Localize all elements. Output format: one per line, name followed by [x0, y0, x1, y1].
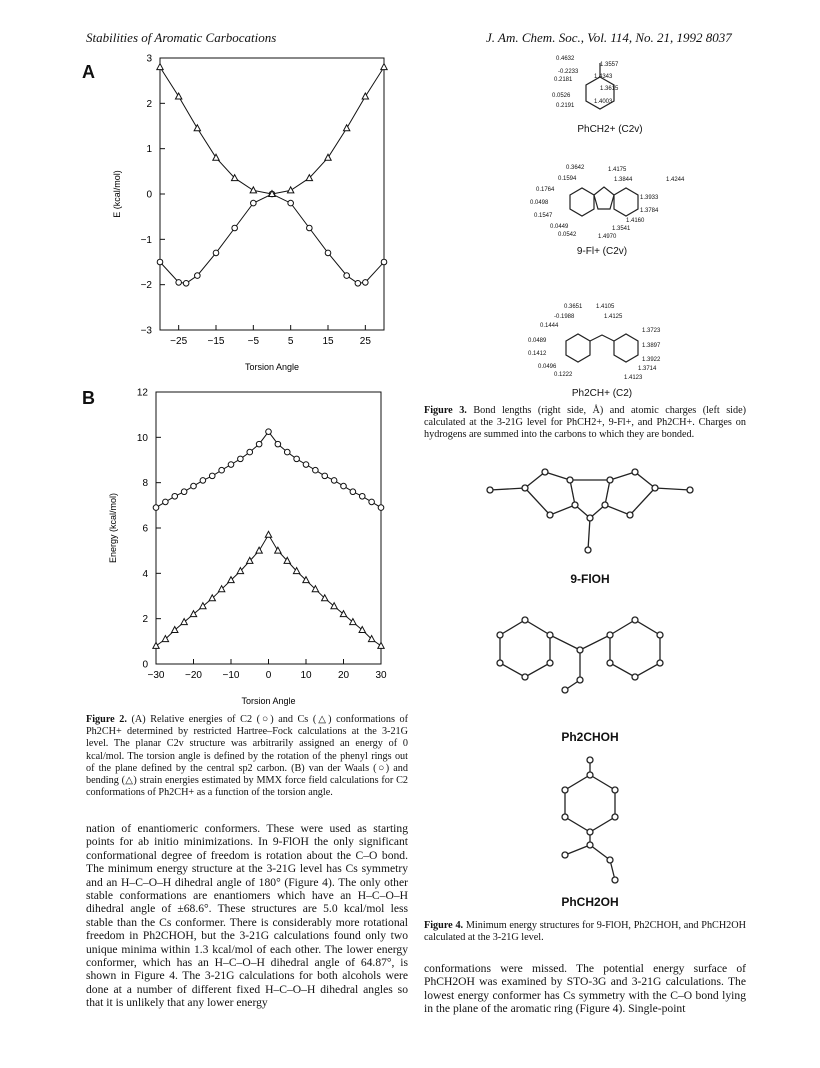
data-point-circle: [355, 281, 361, 287]
data-point-circle: [369, 499, 375, 505]
figure2-caption-text: (A) Relative energies of C2 (○) and Cs (△) conformations of Ph2CH+ determined by restricted Hartree–Fock calculations at the 3-21G level. The planar C2v structure was arbitrarily assigned an energy of 0 kcal/mol. The torsion angle is defined by the rotation of the phenyl rings out of the plane defined by the central sp2 carbon. (B) van der Waals (○) and bending (△) strain energies estimated by MMX force field calculations for C2 conformations of Ph2CH+ as a function of the torsion angle.: [86, 714, 409, 799]
fl-charge-7: 0.0542: [558, 232, 577, 238]
data-point-circle: [378, 505, 384, 511]
y-tick-label: 1: [146, 144, 152, 156]
ph2ch-bond-7: 1.4123: [624, 375, 643, 381]
data-point-circle: [200, 478, 206, 484]
fl-label: 9-Fl+ (C2v): [576, 246, 628, 257]
figure3-caption-label: Figure 3.: [424, 405, 467, 416]
phch2-bond-2: 1.4343: [594, 74, 613, 80]
data-point-triangle: [378, 642, 384, 648]
data-point-circle: [153, 505, 159, 511]
figure4-caption: [424, 920, 746, 944]
y-tick-label: 4: [142, 568, 148, 580]
data-point-circle: [176, 280, 182, 286]
fl-bond-4: 1.3933: [640, 195, 659, 201]
series-line-circle: [156, 432, 381, 508]
data-point-triangle: [172, 627, 178, 633]
ph2ch-charge-7: 0.1222: [554, 372, 573, 378]
data-point-triangle: [362, 93, 368, 99]
molecule-label-ph2chOH: Ph2CHOH: [561, 730, 619, 744]
data-point-circle: [322, 473, 328, 479]
data-point-triangle: [190, 611, 196, 617]
fl-bond-8: 1.4970: [598, 234, 617, 240]
y-tick-label: 2: [146, 98, 152, 110]
data-point-circle: [181, 489, 187, 495]
panel-label-b: B: [82, 388, 95, 408]
molecule-label-phch2oh: PhCH2OH: [561, 895, 619, 909]
y-tick-label: 2: [142, 614, 148, 626]
x-axis-label: Torsion Angle: [241, 696, 296, 706]
data-point-circle: [228, 462, 234, 468]
phch2-bond-1: 1.3557: [600, 62, 619, 68]
series-line-triangle: [160, 67, 384, 194]
fl-charge-5: 0.1547: [534, 213, 553, 219]
data-point-circle: [251, 200, 257, 206]
fl-bond-1: 1.4175: [608, 167, 627, 173]
fl-bond-6: 1.4160: [626, 218, 645, 224]
data-point-circle: [213, 250, 219, 256]
data-point-circle: [288, 200, 294, 206]
x-tick-label: 5: [287, 336, 294, 347]
running-header-right: J. Am. Chem. Soc., Vol. 114, No. 21, 1992 8037: [486, 30, 732, 45]
data-point-circle: [183, 281, 189, 287]
phch2-charge-3: 0.2181: [554, 77, 573, 83]
phch2-label: PhCH2+ (C2v): [577, 124, 643, 135]
fl-bond-2: 1.3844: [614, 177, 633, 183]
phch2-charge-1: 0.4632: [556, 56, 575, 62]
data-point-triangle: [200, 603, 206, 609]
body-text-right: conformations were missed. The potential energy surface of PhCH2OH was examined by STO-3G and 3-21G calculations. The lowest energy conformer has Cs symmetry with the C–O bond lying in the plane of the aromatic ring (Figure 4). Single-point: [424, 962, 746, 1016]
molecule-phch2oh: [510, 755, 670, 885]
data-point-triangle: [194, 125, 200, 131]
ph2ch-charge-2: -0.1988: [554, 314, 575, 320]
data-point-triangle: [331, 603, 337, 609]
ph2ch-bond-5: 1.3922: [642, 357, 661, 363]
y-tick-label: −2: [140, 280, 152, 292]
data-point-triangle: [157, 64, 163, 70]
data-point-triangle: [287, 187, 293, 193]
fl-charge-3: 0.1764: [536, 187, 555, 193]
data-point-triangle: [175, 93, 181, 99]
ph2ch-bond-3: 1.3723: [642, 328, 661, 334]
x-tick-label: −25: [170, 336, 188, 347]
ph2ch-bond-2: 1.4125: [604, 314, 623, 320]
series-line-triangle: [156, 535, 381, 646]
figure3-caption: [424, 405, 746, 442]
figure4-caption-label: Figure 4.: [424, 920, 464, 931]
y-axis-label: E (kcal/mol): [112, 170, 122, 218]
x-tick-label: 30: [375, 670, 387, 681]
data-point-circle: [195, 273, 201, 279]
data-point-circle: [350, 489, 356, 495]
data-point-circle: [331, 478, 337, 484]
data-point-triangle: [343, 125, 349, 131]
data-point-circle: [232, 225, 238, 231]
data-point-circle: [294, 456, 300, 462]
data-point-triangle: [256, 547, 262, 553]
y-tick-label: 0: [142, 659, 148, 671]
y-axis-label: Energy (kcal/mol): [108, 492, 118, 564]
x-tick-label: 20: [337, 670, 350, 681]
data-point-circle: [275, 441, 281, 447]
ph2ch-charge-4: 0.0489: [528, 338, 547, 344]
chart-b: [80, 378, 420, 710]
data-point-triangle: [275, 547, 281, 553]
phch2-charge-2: -0.2233: [558, 69, 579, 75]
data-point-circle: [157, 259, 163, 265]
phch2-bond-4: 1.4003: [594, 99, 613, 105]
y-tick-label: 8: [142, 478, 148, 490]
data-point-circle: [344, 273, 350, 279]
data-point-triangle: [340, 611, 346, 617]
ph2ch-charge-3: 0.1444: [540, 323, 559, 329]
y-tick-label: 12: [136, 387, 148, 399]
data-point-circle: [256, 441, 262, 447]
data-point-circle: [238, 456, 244, 462]
fl-charge-2: 0.1594: [558, 176, 577, 182]
data-point-triangle: [213, 154, 219, 160]
ph2ch-bond-6: 1.3714: [638, 366, 657, 372]
fl-charge-6: 0.0449: [550, 224, 569, 230]
data-point-circle: [172, 493, 178, 499]
molecule-label-9-floh: 9-FlOH: [570, 572, 610, 586]
ph2ch-bond-1: 1.4105: [596, 304, 615, 310]
x-tick-label: −30: [147, 670, 165, 681]
ph2ch-label: Ph2CH+ (C2): [571, 388, 633, 399]
x-tick-label: 25: [359, 336, 371, 347]
x-tick-label: −20: [185, 670, 202, 681]
data-point-circle: [303, 462, 309, 468]
data-point-triangle: [325, 154, 331, 160]
figure4-caption-text: Minimum energy structures for 9-FlOH, Ph2CHOH, and PhCH2OH calculated at the 3-21G level.: [424, 920, 746, 944]
data-point-circle: [313, 467, 319, 473]
x-axis-label: Torsion Angle: [244, 362, 300, 372]
data-point-triangle: [153, 642, 159, 648]
data-point-circle: [284, 449, 290, 455]
data-point-triangle: [381, 64, 387, 70]
x-tick-label: −15: [207, 336, 225, 347]
data-point-circle: [359, 493, 365, 499]
x-tick-label: −10: [222, 670, 240, 681]
chart-a: [80, 48, 420, 383]
molecule-9-floh: [470, 450, 710, 570]
data-point-circle: [191, 483, 197, 489]
molecule-ph2chOH: [470, 595, 710, 715]
x-tick-label: −5: [247, 336, 260, 347]
figure3-caption-text: Bond lengths (right side, Å) and atomic charges (left side) calculated at the 3-21G level for PhCH2+, 9-Fl+, and Ph2CH+. Charges on hydrogens are summed into the carbons to which they are bonded.: [424, 405, 747, 441]
data-point-circle: [219, 467, 225, 473]
panel-label-a: A: [82, 62, 95, 82]
phch2-bond-3: 1.3615: [600, 86, 619, 92]
data-point-circle: [381, 259, 387, 265]
data-point-circle: [363, 280, 369, 286]
y-tick-label: −3: [140, 325, 152, 337]
phch2-charge-5: 0.2191: [556, 103, 575, 109]
ph2ch-bond-4: 1.3897: [642, 343, 661, 349]
x-tick-label: 15: [322, 336, 334, 347]
y-tick-label: 0: [146, 189, 152, 201]
data-point-triangle: [181, 619, 187, 625]
fl-charge-1: 0.3642: [566, 165, 585, 171]
body-text-left: nation of enantiomeric conformers. These were used as starting points for ab initio minimizations. In 9-FlOH the only significant conformational degree of freedom is rotation about the C–O bond. The minimum energy structure at the 3-21G level has Cs symmetry and an H–C–O–H dihedral angle of 180° (Figure 4). The only other stable conformations are enantiomers which have an H–C–O–H dihedral angle of ±68.6°. These structures are 5.0 kcal/mol less stable than the Cs conformer. There is considerably more rotational freedom in Ph2CHOH, but the 3-21G calculations found only two unique minima within 1.3 kcal/mol of each other. The lower energy conformer, which has an H–C–O–H dihedral angle of 64.87°, is shown in Figure 4. The 3-21G calculations for both alcohols were done at a number of different fixed H–C–O–H dihedral angles so that it is unlikely that any lower energy: [86, 822, 408, 1010]
x-tick-label: 0: [265, 670, 272, 681]
data-point-circle: [307, 225, 313, 231]
figure2-caption: [86, 714, 408, 799]
running-header-left: Stabilities of Aromatic Carbocations: [86, 30, 277, 45]
data-point-triangle: [250, 187, 256, 193]
data-point-circle: [266, 429, 272, 435]
y-tick-label: 10: [136, 432, 148, 444]
series-line-circle: [160, 194, 384, 283]
data-point-circle: [247, 449, 253, 455]
ph2ch-charge-5: 0.1412: [528, 351, 547, 357]
data-point-circle: [209, 473, 215, 479]
ph2ch-charge-6: 0.0496: [538, 364, 557, 370]
figure2-caption-label: Figure 2.: [86, 714, 127, 725]
data-point-circle: [341, 483, 347, 489]
fl-bond-7: 1.3541: [612, 226, 631, 232]
fl-charge-4: 0.0498: [530, 200, 549, 206]
data-point-circle: [325, 250, 331, 256]
y-tick-label: 6: [142, 523, 148, 535]
data-point-triangle: [359, 627, 365, 633]
ph2ch-charge-1: 0.3651: [564, 304, 583, 310]
data-point-triangle: [265, 531, 271, 537]
fl-bond-5: 1.3784: [640, 208, 659, 214]
y-tick-label: 3: [146, 53, 152, 65]
data-point-triangle: [350, 619, 356, 625]
x-tick-label: 10: [300, 670, 312, 681]
y-tick-label: −1: [140, 234, 152, 246]
data-point-circle: [163, 499, 169, 505]
fl-bond-3: 1.4244: [666, 177, 685, 183]
phch2-charge-4: 0.0526: [552, 93, 571, 99]
